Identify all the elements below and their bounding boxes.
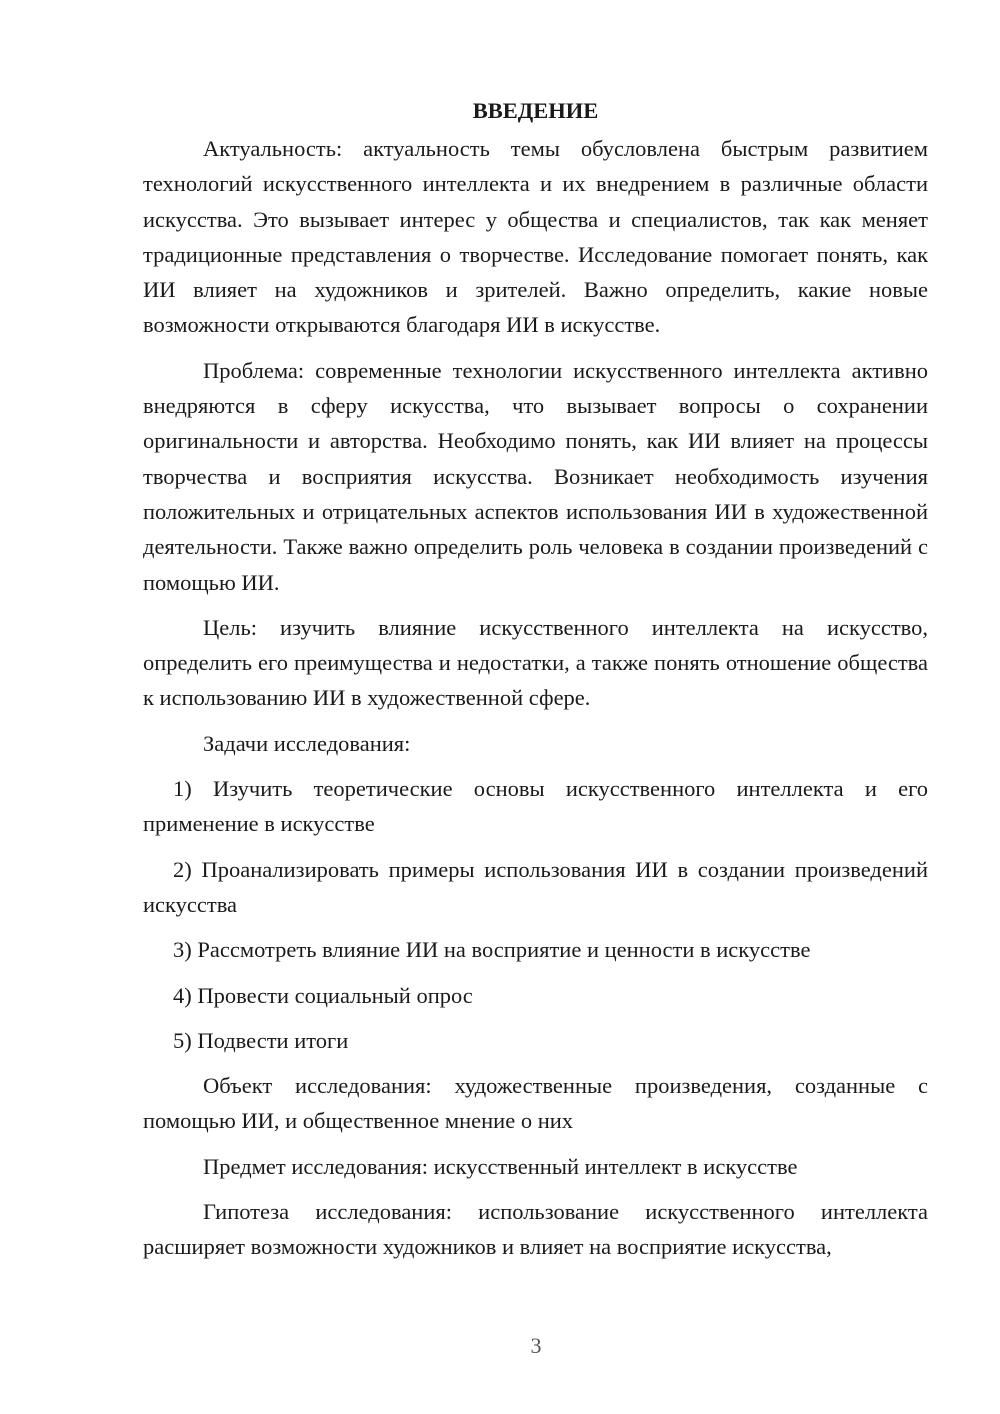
task-item-4: 4) Провести социальный опрос [173,982,473,1008]
paragraph-problem: Проблема: современные технологии искусственного интеллекта активно внедряются в сферу искусства, что вызывает вопросы о сохранении оригинальности и авторства. Необходимо понять, как ИИ влияет на процессы творчества и восприятия искусства. Возникает необходимость изучения положительных и отрицательных аспектов использования ИИ в художественной деятельности. Также важно определить роль человека в создании произведений с помощью ИИ. [143,357,928,595]
paragraph-object: Объект исследования: художественные произведения, созданные с помощью ИИ, и общественное мнение о них [143,1073,928,1134]
page-number: 3 [530,1333,542,1358]
section-heading: ВВЕДЕНИЕ [472,98,599,123]
paragraph-subject: Предмет исследования: искусственный интеллект в искусстве [203,1153,798,1179]
task-item-3: 3) Рассмотреть влияние ИИ на восприятие и ценности в искусстве [173,937,811,963]
page-content [143,93,928,1275]
tasks-heading: Задачи исследования: [203,730,411,756]
paragraph-hypothesis: Гипотеза исследования: использование искусственного интеллекта расширяет возможности художников и влияет на восприятие искусства, [143,1199,928,1260]
paragraph-goal: Цель: изучить влияние искусственного интеллекта на искусство, определить его преимущества и недостатки, а также понять отношение общества к использованию ИИ в художественной сфере. [143,614,928,711]
task-item-5: 5) Подвести итоги [173,1027,349,1053]
paragraph-relevance: Актуальность: актуальность темы обусловлена быстрым развитием технологий искусственного интеллекта и их внедрением в различные области искусства. Это вызывает интерес у общества и специалистов, так как меняет традиционные представления о творчестве. Исследование помогает понять, как ИИ влияет на художников и зрителей. Важно определить, какие новые возможности открываются благодаря ИИ в искусстве. [143,136,928,338]
task-item-1: 1) Изучить теоретические основы искусственного интеллекта и его применение в искусстве [143,776,928,837]
task-item-2: 2) Проанализировать примеры использования ИИ в создании произведений искусства [143,856,928,917]
